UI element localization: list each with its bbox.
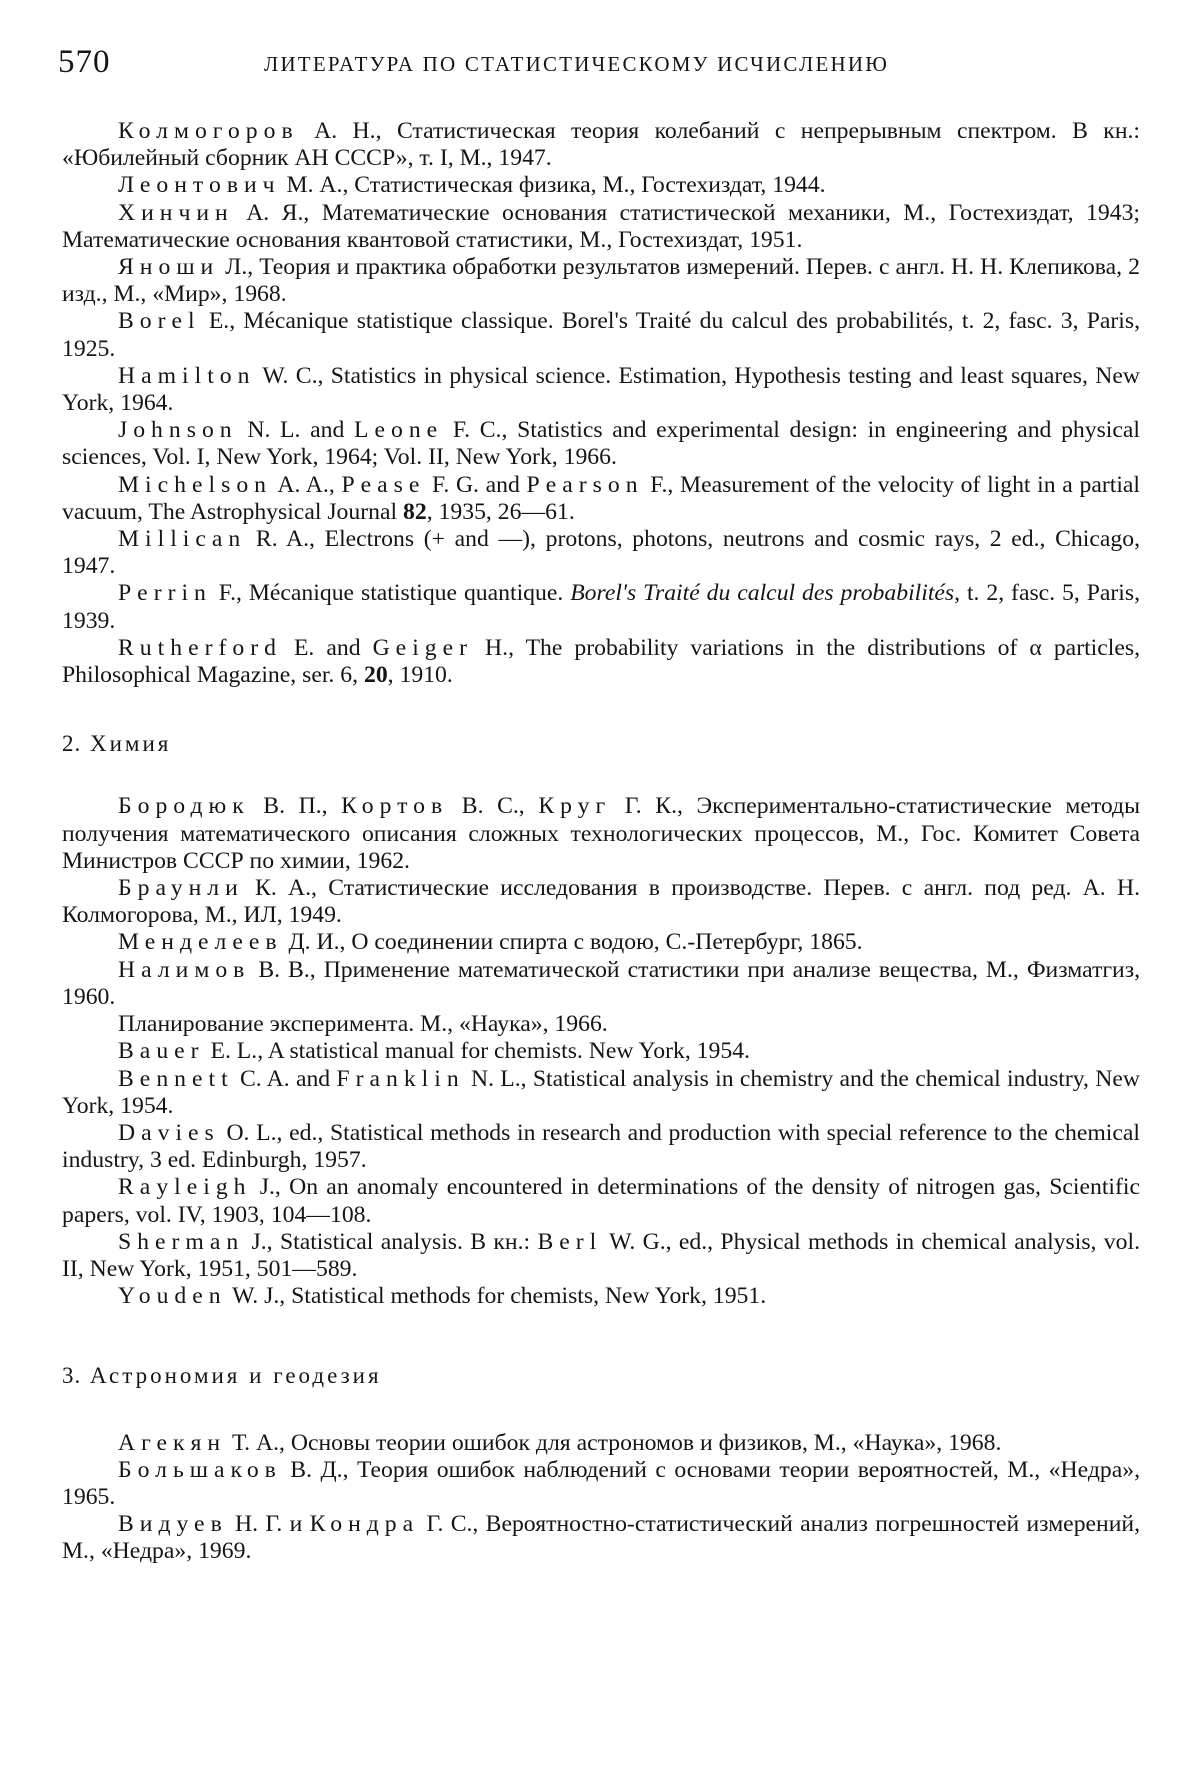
bibliography-entry-viduev-kondra — [62, 1511, 1140, 1565]
bibliography-content — [62, 118, 1140, 1566]
bibliography-entry-rayleigh — [62, 1174, 1140, 1228]
bibliography-entry-perrin — [62, 580, 1140, 634]
entry-text: Г. К., Экспериментально-статистические методы получения математического описания сложных технологических процессов, М., Гос. Комитет Совета Министров СССР по химии, 1962. — [62, 793, 1140, 874]
entry-text: В. В., Применение математической статистики при анализе вещества, М., Физматгиз, 1960. — [62, 956, 1140, 1010]
author-name: Borel — [118, 308, 201, 335]
section-number: 2. — [62, 731, 82, 757]
bibliography-entry-leontovich — [62, 172, 1140, 199]
entry-text: В. П., — [249, 793, 342, 820]
bibliography-entry-sherman-berl — [62, 1229, 1140, 1283]
author-name: Браунли — [118, 875, 244, 902]
entry-text: F., Mécanique statistique quantique. — [211, 580, 571, 607]
coauthor-name: Pearson — [526, 471, 644, 498]
entry-text: М. А., Статистическая физика, М., Гостехиздат, 1944. — [280, 172, 826, 199]
bibliography-entry-michelson — [62, 472, 1140, 526]
bibliography-entry-bennett-franklin — [62, 1066, 1140, 1120]
entry-text: А. Н., Статистическая теория колебаний с непрерывным спектром. В кн.: «Юбилейный сборник АН СССР», т. I, М., 1947. — [62, 118, 1140, 172]
entry-text: H., The probability variations in the distributions of α particles, Philosophical Magazine, ser. 6, — [62, 634, 1140, 689]
author-name: Perrin — [118, 580, 212, 607]
entry-text: W. C., Statistics in physical science. Estimation, Hypothesis testing and least squares, New York, 1964. — [62, 362, 1140, 417]
author-name: Леонтович — [118, 172, 281, 199]
bibliography-entry-davies — [62, 1120, 1140, 1174]
section-heading-chemistry — [62, 730, 1140, 757]
bibliography-entry-yanoshi — [62, 254, 1140, 308]
coauthor-name: Berl — [537, 1228, 603, 1255]
bibliography-entry-borodyuk — [62, 793, 1140, 875]
entry-text: А. Я., Математические основания статистической механики, М., Гостехиздат, 1943; Математические основания квантовой статистики, М., Гостехиздат, 1951. — [62, 199, 1140, 253]
volume-number: 82 — [403, 498, 427, 525]
running-title: ЛИТЕРАТУРА ПО СТАТИСТИЧЕСКОМУ ИСЧИСЛЕНИЮ — [264, 52, 890, 76]
section-heading-astronomy — [62, 1362, 1140, 1389]
entry-text: C. A. and — [233, 1065, 337, 1092]
entry-text: , 1910. — [387, 662, 453, 689]
author-name: Хинчин — [118, 199, 234, 226]
entry-text: В. С., — [448, 793, 539, 820]
coauthor-name: Pease — [341, 471, 426, 498]
entry-text: E., Mécanique statistique classique. Borel's Traité du calcul des probabilités, t. 2, fasc. 3, Paris, 1925. — [62, 308, 1140, 362]
author-name: Johnson — [118, 417, 238, 444]
author-name: Колмогоров — [118, 118, 299, 144]
author-name: Бородюк — [118, 793, 250, 820]
coauthor-name: Geiger — [372, 634, 474, 661]
entry-text: N. L., Statistical analysis in chemistry and the chemical industry, New York, 1954. — [62, 1065, 1140, 1119]
bibliography-entry-experiment-planning — [62, 1011, 1140, 1038]
coauthor-name: Кортов — [341, 793, 449, 820]
author-name: Sherman — [118, 1228, 245, 1255]
bibliography-entry-rutherford — [62, 635, 1140, 689]
entry-text: Л., Теория и практика обработки результатов измерений. Перев. с англ. Н. Н. Клепикова, 2 изд., М., «Мир», 1968. — [62, 254, 1140, 308]
bibliography-entry-johnson-leone — [62, 417, 1140, 471]
italic-title: Borel's Traité du calcul des probabilités — [570, 580, 955, 607]
section-title: Химия — [90, 731, 172, 757]
author-name: Millican — [118, 526, 247, 553]
bibliography-entry-bolshakov — [62, 1457, 1140, 1511]
entry-text: Н. Г. и — [227, 1511, 310, 1538]
section-title: Астрономия и геодезия — [90, 1363, 382, 1389]
entry-text: N. L. and — [237, 417, 354, 444]
entry-text: , 1935, 26—61. — [426, 498, 575, 525]
author-name: Youden — [118, 1283, 227, 1310]
bibliography-entry-bauer — [62, 1038, 1140, 1065]
entry-text: R. A., Electrons (+ and —), protons, photons, neutrons and cosmic rays, 2 ed., Chicago, 1947. — [62, 526, 1140, 580]
author-name: Davies — [118, 1119, 220, 1146]
coauthor-name: Круг — [538, 793, 612, 820]
author-name: Bennett — [118, 1065, 234, 1092]
author-name: Видуев — [118, 1511, 228, 1538]
coauthor-name: Franklin — [336, 1065, 465, 1092]
entry-text: A. A., — [272, 471, 342, 498]
bibliography-entry-khinchin — [62, 200, 1140, 254]
author-name: Michelson — [118, 471, 273, 498]
author-name: Bauer — [118, 1038, 205, 1065]
entry-text: F., Measurement of the velocity of light in a partial vacuum, The Astrophysical Journal — [62, 471, 1140, 525]
entry-text: F. G. and — [425, 471, 527, 498]
entry-text: J., Statistical analysis. В кн.: — [244, 1228, 538, 1255]
bibliography-entry-kolmogorov — [62, 118, 1140, 172]
bibliography-entry-brownlee — [62, 875, 1140, 929]
entry-text: O. L., ed., Statistical methods in research and production with special reference to the chemical industry, 3 ed. Edinburgh, 1957. — [62, 1119, 1140, 1174]
entry-text: W. J., Statistical methods for chemists, New York, 1951. — [226, 1283, 767, 1310]
author-name: Большаков — [118, 1456, 282, 1483]
volume-number: 20 — [363, 662, 388, 689]
author-name: Hamilton — [118, 362, 256, 389]
entry-text: Т. А., Основы теории ошибок для астрономов и физиков, М., «Наука», 1968. — [226, 1429, 1002, 1456]
entry-text: Г. С., Вероятностно-статистический анализ погрешностей измерений, М., «Недра», 1969. — [62, 1511, 1141, 1565]
bibliography-entry-agekyan — [62, 1430, 1140, 1457]
author-name: Яноши — [118, 254, 220, 281]
entry-text: E. L., A statistical manual for chemists. New York, 1954. — [204, 1038, 750, 1065]
entry-text: F. C., Statistics and experimental design: in engineering and physical sciences, Vol. I, New York, 1964; Vol. II, New York, 1966. — [62, 417, 1141, 471]
bibliography-entry-mendeleev — [62, 929, 1140, 956]
bibliography-entry-borel — [62, 308, 1140, 362]
entry-text: В. Д., Теория ошибок наблюдений с основами теории вероятностей, М., «Недра», 1965. — [62, 1456, 1140, 1510]
entry-text: Д. И., О соединении спирта с водою, С.-Петербург, 1865. — [282, 929, 863, 956]
entry-text: Планирование эксперимента. М., «Наука», 1966. — [118, 1011, 608, 1038]
author-name: Rayleigh — [118, 1174, 252, 1201]
entry-text: , t. 2, fasc. 5, Paris, 1939. — [62, 580, 1141, 634]
bibliography-entry-hamilton — [62, 363, 1140, 417]
entry-text: E. and — [281, 634, 373, 661]
bibliography-entry-millican — [62, 526, 1140, 580]
author-name: Агекян — [118, 1429, 227, 1456]
bibliography-entry-youden — [62, 1283, 1140, 1310]
author-name: Налимов — [118, 956, 251, 983]
author-name: Rutherford — [118, 634, 282, 661]
coauthor-name: Leone — [354, 417, 444, 444]
entry-text: J., On an anomaly encountered in determinations of the density of nitrogen gas, Scientific papers, vol. IV, 1903, 104—108. — [62, 1174, 1140, 1228]
page-number: 570 — [58, 44, 111, 80]
bibliography-entry-nalimov — [62, 957, 1140, 1011]
entry-text: К. А., Статистические исследования в производстве. Перев. с англ. под ред. А. Н. Колмогорова, М., ИЛ, 1949. — [62, 875, 1140, 929]
author-name: Менделеев — [118, 929, 283, 956]
page-header — [58, 44, 1138, 92]
coauthor-name: Кондра — [309, 1511, 420, 1538]
section-number: 3. — [62, 1363, 82, 1389]
entry-text: W. G., ed., Physical methods in chemical analysis, vol. II, New York, 1951, 501—589. — [62, 1228, 1140, 1282]
